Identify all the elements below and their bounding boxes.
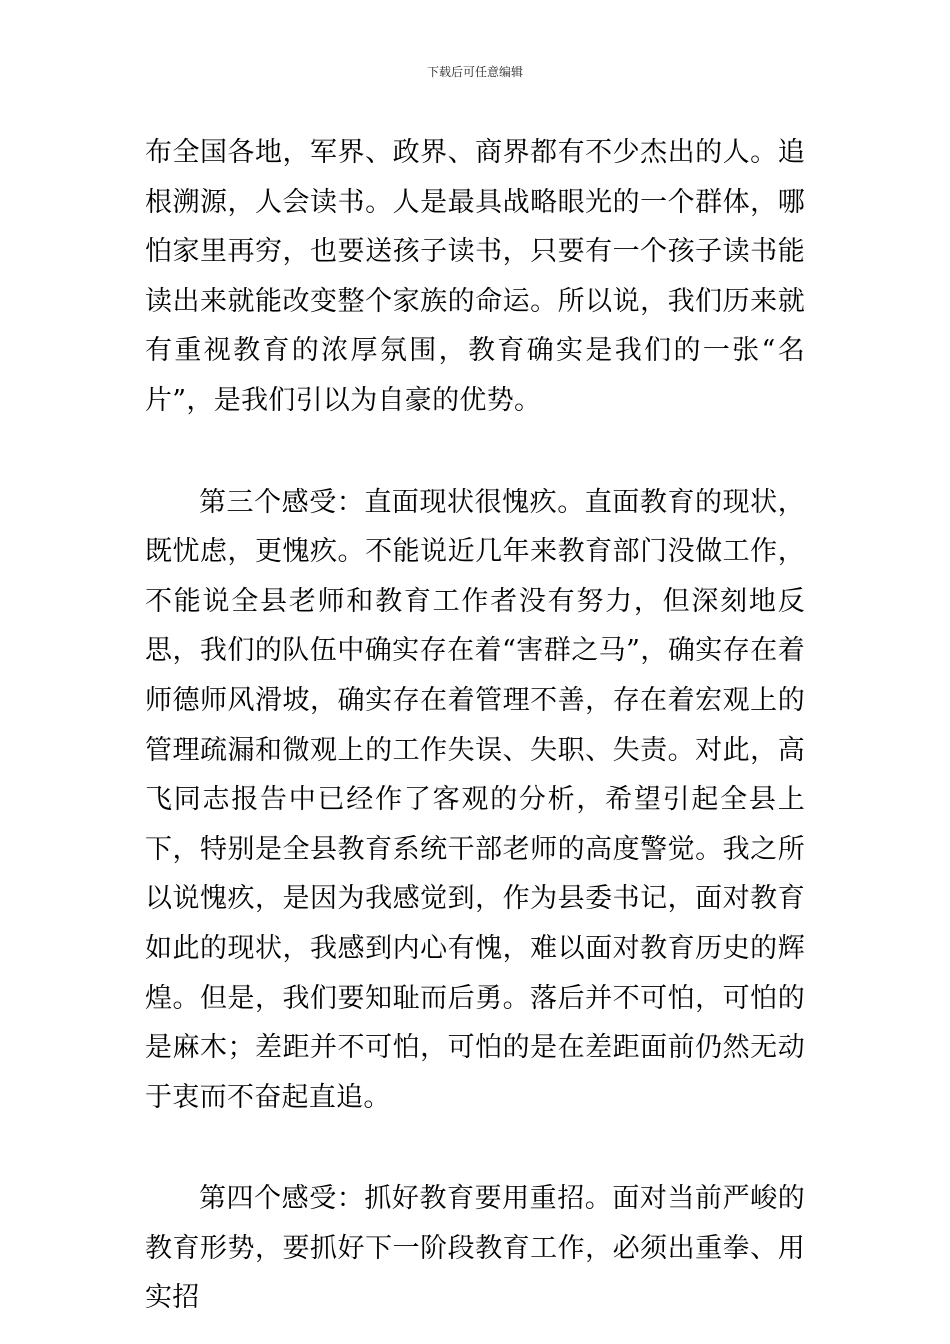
paragraph-gap [145,1122,805,1174]
paragraph-fourth-feeling: 第四个感受：抓好教育要用重招。面对当前严峻的教育形势，要抓好下一阶段教育工作，必须出重拳、用实招 [145,1183,805,1314]
paragraph-gap [145,426,805,478]
paragraph-third-feeling: 第三个感受：直面现状很愧疚。直面教育的现状，既忧虑，更愧疚。不能说近几年来教育部门没做工作，不能说全县老师和教育工作者没有努力，但深刻地反思，我们的队伍中确实存在着“害群之马”，确实存在着师德师风滑坡，确实存在着管理不善，存在着宏观上的管理疏漏和微观上的工作失误、失职、失责。对此，高飞同志报告中已经作了客观的分析，希望引起全县上下，特别是全县教育系统干部老师的高度警觉。我之所以说愧疚，是因为我感觉到，作为县委书记，面对教育如此的现状，我感到内心有愧，难以面对教育历史的辉煌。但是，我们要知耻而后勇。落后并不可怕，可怕的是麻木；差距并不可怕，可怕的是在差距面前仍然无动于衷而不奋起直追。 [145,486,805,1113]
document-body [145,128,805,1323]
paragraph-continuation: 布全国各地，军界、政界、商界都有不少杰出的人。追根溯源，人会读书。人是最具战略眼光的一个群体，哪怕家里再穷，也要送孩子读书，只要有一个孩子读书能读出来就能改变整个家族的命运。所以说，我们历来就有重视教育的浓厚氛围，教育确实是我们的一张“名片”，是我们引以为自豪的优势。 [145,137,805,416]
page-header: 下载后可任意编辑 [426,65,523,79]
